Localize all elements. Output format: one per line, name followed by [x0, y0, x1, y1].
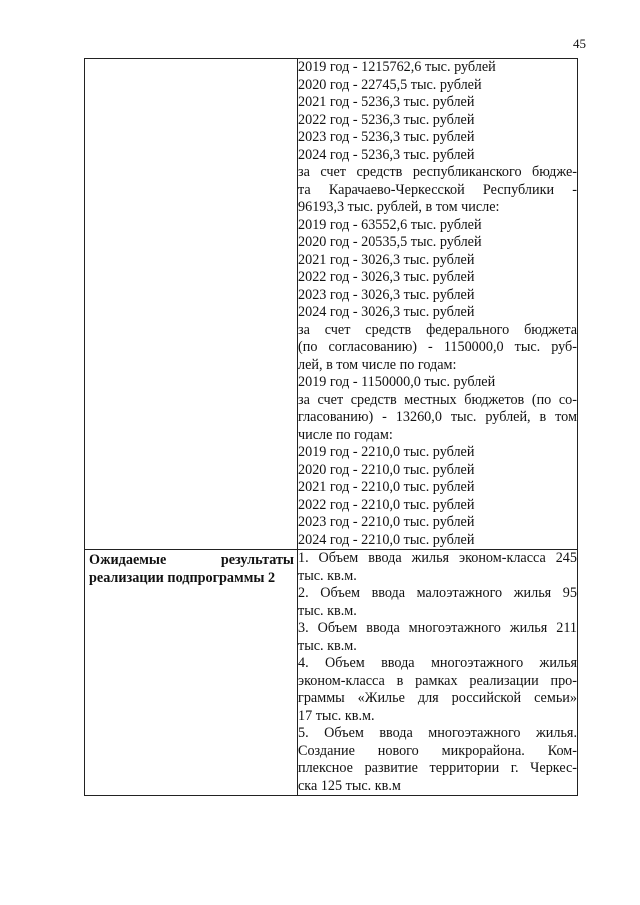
results-heading-line1: Ожидаемые результаты — [89, 552, 294, 568]
result-line: 1. Объем ввода жилья эконом-класса 245 — [298, 550, 577, 566]
funding-line: 2023 год - 5236,3 тыс. рублей — [298, 129, 475, 145]
results-row — [85, 550, 578, 796]
funding-line: за счет средств федерального бюджета — [298, 321, 577, 338]
funding-line: 2020 год - 20535,5 тыс. рублей — [298, 234, 482, 250]
funding-line: 2019 год - 2210,0 тыс. рублей — [298, 444, 475, 460]
result-line: эконом-класса в рамках реализации про- — [298, 672, 577, 689]
result-line: тыс. кв.м. — [298, 637, 357, 654]
funding-line: лей, в том числе по годам: — [298, 356, 457, 373]
result-line: 17 тыс. кв.м. — [298, 707, 375, 724]
result-line: плексное развитие территории г. Черкес- — [298, 760, 577, 776]
results-heading-line2: реализации подпрограммы 2 — [89, 569, 276, 586]
results-heading — [85, 550, 297, 587]
result-line: 5. Объем ввода многоэтажного жилья. — [298, 725, 577, 741]
results-label-cell — [85, 550, 298, 796]
funding-line: 2022 год - 5236,3 тыс. рублей — [298, 111, 475, 128]
funding-line: числе по годам: — [298, 426, 393, 443]
funding-line: та Карачаево-Черкесской Республики - — [298, 181, 577, 198]
result-line: 4. Объем ввода многоэтажного жилья — [298, 655, 577, 671]
funding-line: (по согласованию) - 1150000,0 тыс. руб- — [298, 339, 577, 355]
result-line: тыс. кв.м. — [298, 602, 357, 619]
funding-line: 2022 год - 3026,3 тыс. рублей — [298, 269, 475, 285]
funding-line: 2021 год - 2210,0 тыс. рублей — [298, 479, 475, 495]
result-line: 2. Объем ввода малоэтажного жилья 95 — [298, 585, 577, 601]
result-line: ска 125 тыс. кв.м — [298, 777, 401, 794]
funding-line: 2023 год - 3026,3 тыс. рублей — [298, 286, 475, 303]
funding-line: 2024 год - 2210,0 тыс. рублей — [298, 531, 475, 548]
page-number: 45 — [573, 36, 586, 51]
funding-line: 2024 год - 5236,3 тыс. рублей — [298, 146, 475, 163]
program-table — [84, 58, 578, 796]
funding-line: 2019 год - 63552,6 тыс. рублей — [298, 216, 482, 233]
funding-row — [85, 59, 578, 550]
funding-line: за счет средств республиканского бюдже- — [298, 164, 577, 180]
funding-line: гласованию) - 13260,0 тыс. рублей, в том — [298, 409, 577, 425]
result-line: Создание нового микрорайона. Ком- — [298, 742, 577, 759]
funding-line: 2021 год - 5236,3 тыс. рублей — [298, 94, 475, 110]
result-line: граммы «Жилье для российской семьи» — [298, 690, 577, 706]
results-content-cell — [298, 550, 578, 796]
funding-line: 2023 год - 2210,0 тыс. рублей — [298, 514, 475, 530]
funding-line: 2020 год - 22745,5 тыс. рублей — [298, 76, 482, 93]
funding-line: 2024 год - 3026,3 тыс. рублей — [298, 304, 475, 320]
funding-line: 2019 год - 1215762,6 тыс. рублей — [298, 59, 496, 75]
funding-content-cell — [298, 59, 578, 550]
funding-line: 2021 год - 3026,3 тыс. рублей — [298, 251, 475, 268]
funding-line: 2019 год - 1150000,0 тыс. рублей — [298, 374, 496, 390]
funding-line: 96193,3 тыс. рублей, в том числе: — [298, 199, 500, 215]
funding-label-cell — [85, 59, 298, 550]
result-line: тыс. кв.м. — [298, 567, 357, 584]
funding-line: 2020 год - 2210,0 тыс. рублей — [298, 461, 475, 478]
funding-line: за счет средств местных бюджетов (по со- — [298, 391, 577, 408]
result-line: 3. Объем ввода многоэтажного жилья 211 — [298, 620, 577, 636]
funding-line: 2022 год - 2210,0 тыс. рублей — [298, 496, 475, 513]
